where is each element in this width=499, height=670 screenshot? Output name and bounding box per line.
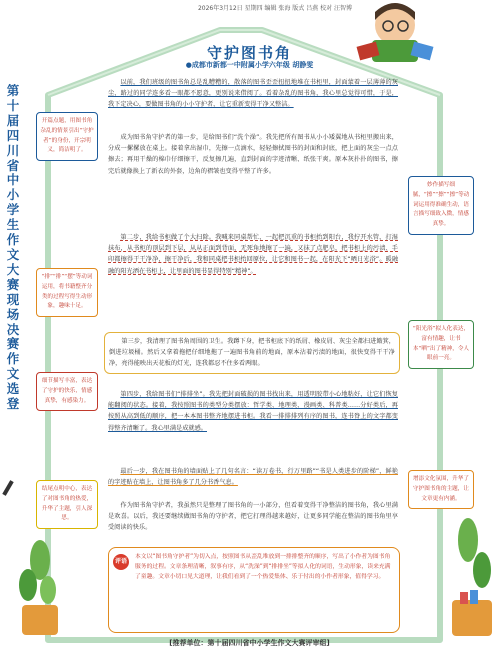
paragraph-7: 作为图书角守护者，我虽然只是整理了图书角的一小部分，但看着变得干净整洁的图书角，我心里满是欢喜。以后，我还要继续做图书角的守护者，把它打理得越来越好，让更多同学能在整洁的图书角里享受阅读的快乐。 [108, 502, 398, 532]
margin-note-2: 妙作描写细腻，“擦”“擦”“擦”等动词运用得准确生动，语言描写细致入微，情感真挚。 [408, 176, 474, 235]
paragraph-6: 最后一步，我在图书角的墙面贴上了几句名言：“读万卷书，行万里路”“书是人类进步的阶梯”，鲜艳的字迹贴在墙上，让图书角多了几分书香气息。 [108, 468, 398, 487]
plant-decoration-left [19, 540, 58, 635]
pen-icon [2, 480, 13, 496]
margin-note-6: 结尾点明中心，表达了对图书角的热爱，升华了主题，引人深思。 [36, 480, 98, 529]
plant-decoration-right [452, 518, 492, 636]
teacher-comment [108, 547, 400, 633]
article-byline: ●成都市新都一中附属小学六年级 胡静雯 [185, 61, 314, 69]
paragraph-3: 第二步，我给书柜做了个大扫除。我喊来同桌帮忙，一起把沉重的书柜抬到阳台，我拧开水管，打湿抹布，从书柜的顶层到下层，从从正面到背面，无死角地擦了一遍，又抹了点肥皂，把书柜上的污渍、手印都擦得干干净净，擦干净后，我和同桌把书柜抬回原位，让它和图书一起，在阳光下“晒日光浴”。暖融融的阳光洒在书柜上，让里面的图书显得特别“精神”。 [108, 234, 398, 275]
comment-text: 本文以“图书角守护者”为切入点，按照图书从歪乱堆放到一排排整齐的顺序，写出了小作者为图书角服务的过程。文章条理清晰，叙事有序，从“洗澡”到“排排坐”等拟人化的词语，生动形象，读来充满了童趣。文章小切口见大道理，让我们看到了一个热爱集体、乐于付出的小作者形象，值得学习。 [135, 554, 391, 580]
paragraph-5: 第四步，我给图书们“排排坐”。我先把封面破损的图书找出来，用透明胶带小心地粘好，让它们恢复能翻阅的状态。接着，我按照图书的类型分类摆放：哲学类、地理类、漫画类、科普类……分好类后，再按照从高到低的顺序，把一本本图书整齐地摆进书柜。我看一排排排列有序的图书，连书脊上的文字都变得整齐清晰了。我心里满是成就感。 [108, 391, 398, 432]
contest-vertical-title: 第十届四川省中小学生作文大赛现场决赛作文选登 [6, 83, 20, 412]
paragraph-1: 以前，我们班级的图书角总是乱糟糟的，散落的图书歪歪扭扭地堆在书柜里，封面蒙着一层薄薄的灰尘，路过的同学连多看一眼都不愿意，更别说来借阅了。看着杂乱的图书角，我心里总觉得可惜，于是，我下定决心，要做图书角的小小守护者，让它重新变得干净又整洁。 [108, 79, 398, 109]
comment-badge: 评语 [113, 554, 129, 570]
margin-note-1: 开篇点题，用图书角杂乱的情景引出“守护者”的身份，开宗明义，简洁明了。 [36, 112, 98, 161]
margin-note-3: “排”“排”“摆”等动词运用，将书籍整齐分类的过程写得生动形象，趣味十足。 [36, 268, 98, 317]
article-title: 守护图书角 [206, 44, 292, 62]
recommending-unit: [推荐单位：第十届四川省中小学生作文大赛评审组] [169, 639, 330, 647]
margin-note-7: 增添文化氛围，升华了守护图书角的主题，让文章更有内涵。 [408, 470, 474, 509]
margin-note-5: 细节描写丰富，表达了守护的快乐，情感真挚，有感染力。 [36, 372, 98, 411]
paragraph-4: 第三步，我清理了图书角周围的卫生。我蹲下身，把书柜底下的纸屑、橡皮屑、灰尘全都扫进簸箕，倒进垃圾桶。然后又拿着拖把仔细地拖了一遍图书角前的地面，原本沾着污渍的地面，很快变得干干净净，亮得能映出天花板的灯光，连我都忍不住多看两眼。 [104, 332, 400, 374]
issue-info: 2026年3月12日 星期四 编辑 张海 版式 吕燕 校对 汪智博 [197, 5, 353, 12]
margin-note-4: “阳光浴”拟人化表达，富有情趣，让书本“晒”出了精神，令人眼前一亮。 [408, 320, 474, 369]
paragraph-2: 成为图书角守护者的第一步，是给图书们“洗个澡”。我先把所有图书从小小矮翼地从书柜里搬出来，分成一摞摞放在桌上。接着拿出湿巾，先擦一点滴水，轻轻擦拭图书的封面和封底，把上面的灰尘一点点擦去；再用干燥的棉巾仔细擦干，反复擦几遍，直到封面的字迹清晰、纸张干爽。原本灰扑扑的图书，擦完后就像换上了新衣的外套，边角的褶皱也变得平整了许多。 [108, 134, 398, 175]
